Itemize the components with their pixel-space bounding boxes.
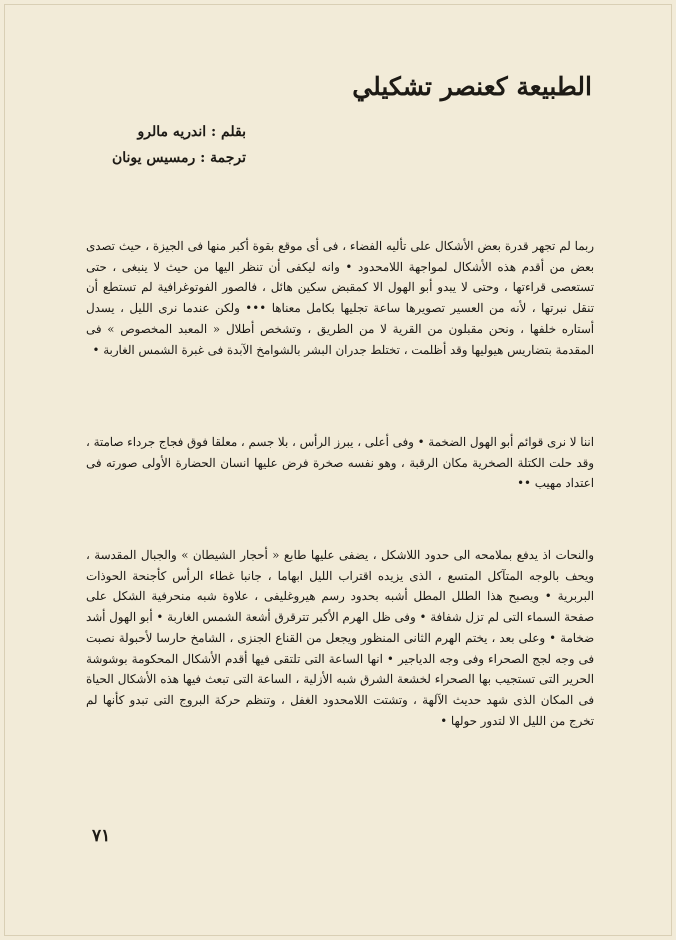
page-number: ٧١ [92,826,111,846]
translator-line: ترجمة : رمسيس يونان [111,150,246,166]
paragraph-3: والنحات اذ يدفع بملامحه الى حدود اللاشكل ، يضفى عليها طابع « أحجار الشيطان » والجبال المقدسة ، ويحف بالوجه المتآكل المتسع ، الذى يزيده اقتراب الليل ابهاما ، جانبا غطاء الرأس كأجنحة الحوذات البربرية • ويصبح هذا الطلل المطل أشبه بحدود رسم هيروغليفى ، علاوة شبه منحرفية الشكل على صفحة السماء التى لم تزل شفافة • وفى ظل الهرم الأكبر تترقرق أشعة الشمس الغاربة • أبو الهول أشد ضخامة • وعلى بعد ، يختم الهرم الثانى المنظور ويجعل من القناع الجنزى ، الشامخ حارسا لأحبولة نصبت فى وجه لجج الصحراء وفى وجه الدياجير • انها الساعة التى تلتقى فيها أقدم الأشكال المحكومة بوشوشة الحرير التى تستجيب بها الصحراء لخشعة الشرق شبه الأزلية ، الساعة التى تبعث فيها هذه الأشكال الحياة فى المكان الذى شهد حديث الآلهة ، وتشتت اللامحدود الغفل ، وتنظم حركة البروج التى تبدو كأنها لم تخرج من الليل الا لتدور حولها • [86,548,594,728]
article-title: الطبيعة كعنصر تشكيلي [352,72,592,101]
paragraph-1: ربما لم تجهر قدرة بعض الأشكال على تأليه الفضاء ، فى أى موقع بقوة أكبر منها فى الجيزة ، حيث تصدى بعض من أقدم هذه الأشكال لمواجهة اللامحدود • وانه ليكفى أن تنظر اليها من حيث لا ينبغى ، حتى تستعصى قراءتها ، وحتى لا يبدو أبو الهول الا كمقبض سكين هائل ، فالصور الفوتوغرافية لم تستطع أن تنقل نبرتها ، لأنه من العسير تصويرها ساعة تجليها بكامل معناها ••• ولكن عندما نرى الليل ، يسدل أستاره خلفها ، ونحن مقبلون من القرية لا من الطريق ، وتشخص أطلال « المعبد المخصوص » فى المقدمة بتضاريس هيوليها وقد أظلمت ، تختلط جدران البشر بالشوامخ الآبدة فى غبرة الشمس الغاربة • [86,239,594,357]
author-line: بقلم : اندريه مالرو [137,124,246,140]
paragraph-2: اننا لا نرى قوائم أبو الهول الضخمة • وفى أعلى ، يبرز الرأس ، بلا جسم ، معلقا فوق فجاج جرداء صامتة ، وقد حلت الكتلة الصخرية مكان الرقبة ، وهو نفسه صخرة فرض عليها انسان الحضارة الأولى صورته فى اعتداد مهيب •• [86,435,594,491]
